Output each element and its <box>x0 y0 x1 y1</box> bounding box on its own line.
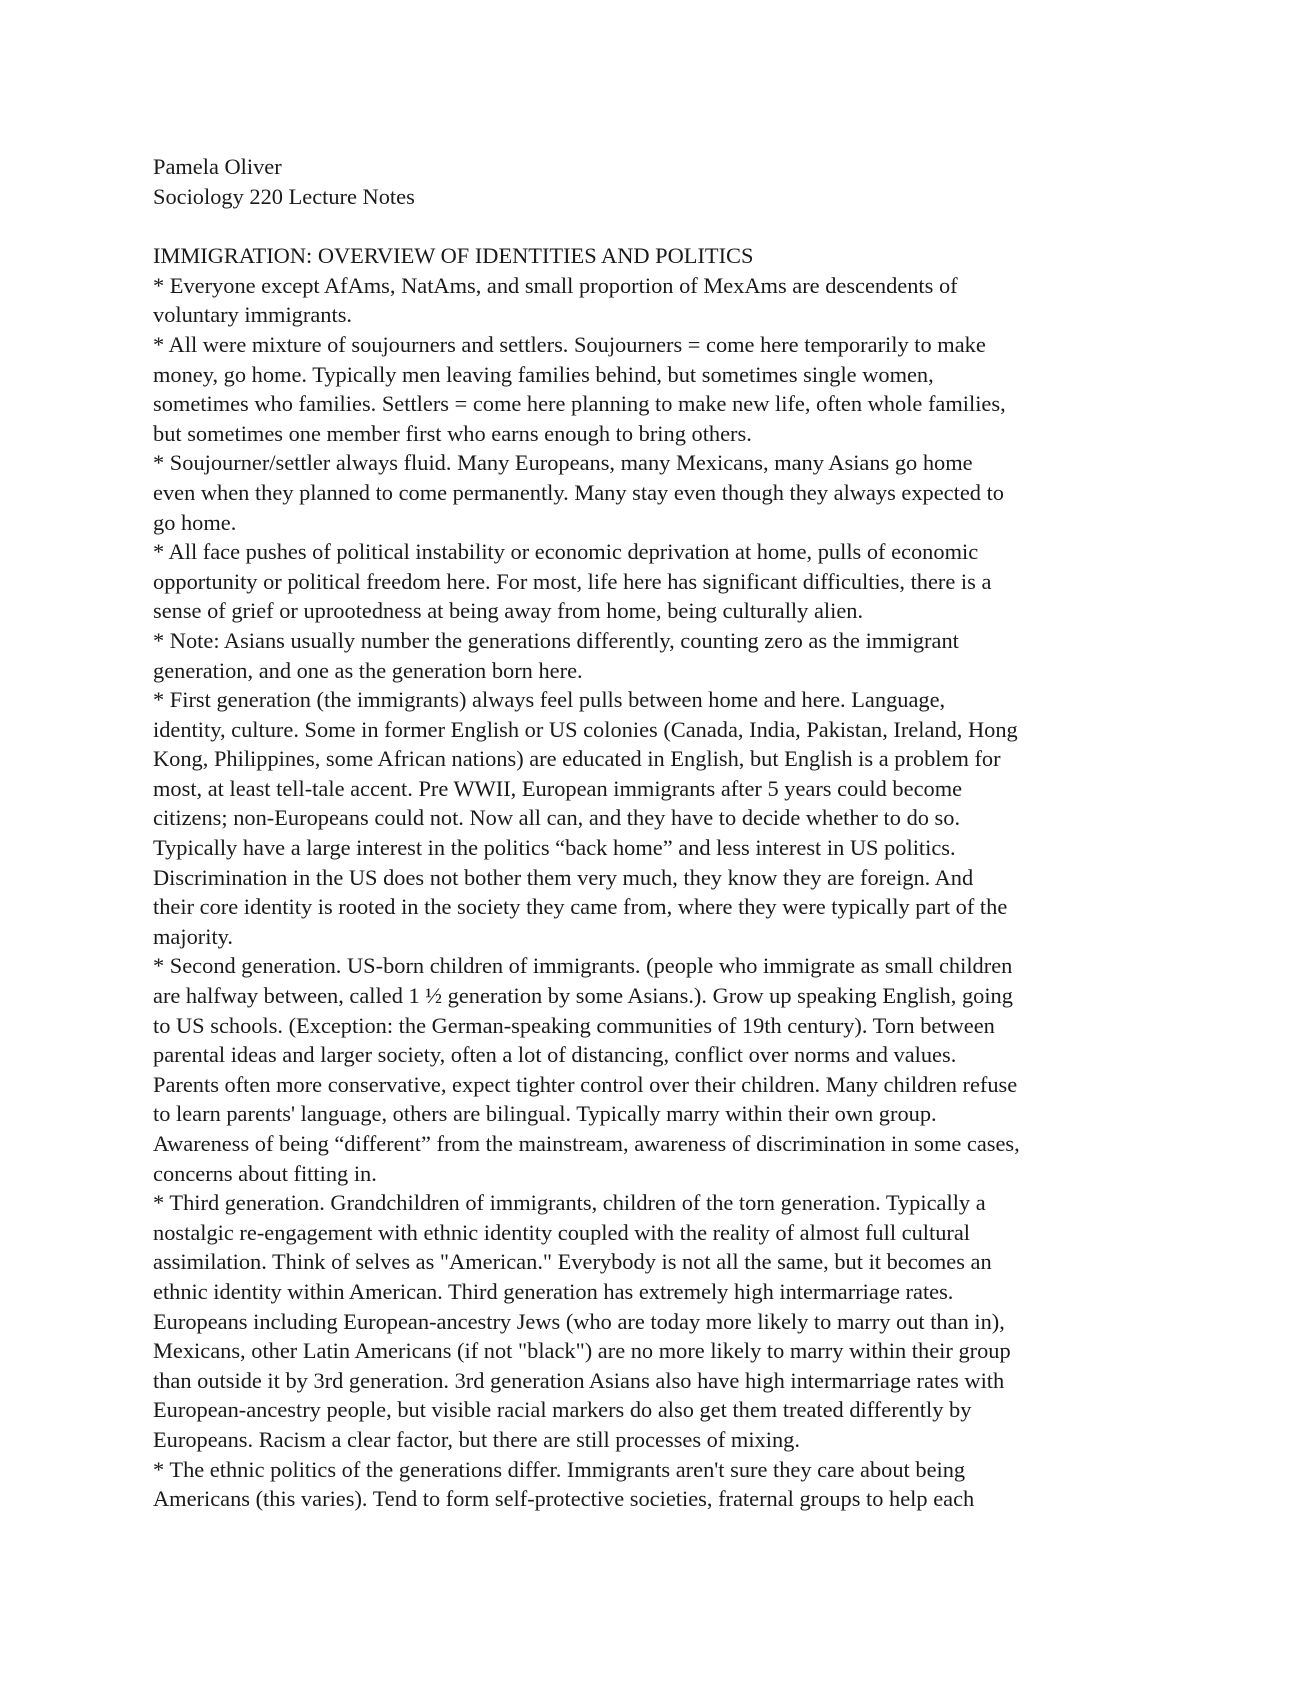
text-line: generation, and one as the generation born here. <box>153 657 583 683</box>
text-line: assimilation. Think of selves as "American." Everybody is not all the same, but it becomes an <box>153 1249 992 1275</box>
text-line: Americans (this varies). Tend to form self-protective societies, fraternal groups to help each <box>153 1486 975 1512</box>
text-line: to US schools. (Exception: the German-speaking communities of 19th century). Torn between <box>153 1012 995 1038</box>
text-line: than outside it by 3rd generation. 3rd generation Asians also have high intermarriage rates with <box>153 1367 1005 1393</box>
text-line: * First generation (the immigrants) always feel pulls between home and here. Language, <box>153 687 946 713</box>
text-line: * The ethnic politics of the generations differ. Immigrants aren't sure they care about being <box>153 1456 966 1482</box>
text-line: concerns about fitting in. <box>153 1160 377 1186</box>
course-title: Sociology 220 Lecture Notes <box>153 183 415 209</box>
text-line: go home. <box>153 509 237 535</box>
note-paragraph <box>153 537 1153 626</box>
text-line: parental ideas and larger society, often a lot of distancing, conflict over norms and values. <box>153 1042 957 1068</box>
text-line: Discrimination in the US does not bother them very much, they know they are foreign. And <box>153 864 974 890</box>
text-line: money, go home. Typically men leaving families behind, but sometimes single women, <box>153 361 934 387</box>
text-line: * All were mixture of soujourners and settlers. Soujourners = come here temporarily to make <box>153 331 986 357</box>
notes-body <box>153 271 1153 1514</box>
text-line: but sometimes one member first who earns enough to bring others. <box>153 420 752 446</box>
note-paragraph <box>153 951 1153 1188</box>
text-line: sometimes who families. Settlers = come here planning to make new life, often whole families, <box>153 391 1006 417</box>
text-line: opportunity or political freedom here. For most, life here has significant difficulties, there is a <box>153 568 992 594</box>
text-line: Kong, Philippines, some African nations) are educated in English, but English is a problem for <box>153 746 1001 772</box>
text-line: nostalgic re-engagement with ethnic identity coupled with the reality of almost full cultural <box>153 1219 971 1245</box>
note-paragraph <box>153 1188 1153 1454</box>
note-paragraph <box>153 448 1153 537</box>
note-paragraph <box>153 330 1153 448</box>
text-line: identity, culture. Some in former English or US colonies (Canada, India, Pakistan, Ireland, Hong <box>153 716 1018 742</box>
text-line: citizens; non-Europeans could not. Now all can, and they have to decide whether to do so. <box>153 805 961 831</box>
text-line: Awareness of being “different” from the mainstream, awareness of discrimination in some cases, <box>153 1131 1020 1156</box>
text-line: majority. <box>153 923 234 949</box>
text-line: * Third generation. Grandchildren of immigrants, children of the torn generation. Typically a <box>153 1190 986 1216</box>
text-line: are halfway between, called 1 ½ generation by some Asians.). Grow up speaking English, going <box>153 983 1013 1009</box>
section-title: IMMIGRATION: OVERVIEW OF IDENTITIES AND POLITICS <box>153 243 754 269</box>
text-line: most, at least tell-tale accent. Pre WWII, European immigrants after 5 years could become <box>153 775 963 801</box>
text-line: to learn parents' language, others are bilingual. Typically marry within their own group. <box>153 1101 937 1127</box>
author-name: Pamela Oliver <box>153 154 282 179</box>
text-line: even when they planned to come permanently. Many stay even though they always expected to <box>153 479 1004 505</box>
text-line: voluntary immigrants. <box>153 302 353 328</box>
note-paragraph <box>153 1455 1153 1514</box>
text-line: Mexicans, other Latin Americans (if not "black") are no more likely to marry within their group <box>153 1338 1011 1364</box>
text-line: Europeans including European-ancestry Jews (who are today more likely to marry out than in), <box>153 1308 1005 1334</box>
text-line: * Everyone except AfAms, NatAms, and small proportion of MexAms are descendents of <box>153 272 958 298</box>
note-paragraph <box>153 685 1153 951</box>
note-paragraph <box>153 626 1153 685</box>
text-line: their core identity is rooted in the society they came from, where they were typically part of the <box>153 894 1008 920</box>
note-paragraph <box>153 271 1153 330</box>
lecture-notes <box>153 152 1153 1514</box>
text-line: sense of grief or uprootedness at being away from home, being culturally alien. <box>153 598 864 624</box>
text-line: Europeans. Racism a clear factor, but there are still processes of mixing. <box>153 1426 800 1452</box>
text-line: * Soujourner/settler always fluid. Many Europeans, many Mexicans, many Asians go home <box>153 450 973 476</box>
text-line: * Second generation. US-born children of immigrants. (people who immigrate as small children <box>153 953 1013 979</box>
text-line: Typically have a large interest in the politics “back home” and less interest in US politics. <box>153 835 956 861</box>
text-line: Parents often more conservative, expect tighter control over their children. Many children refuse <box>153 1071 1018 1097</box>
text-line: European-ancestry people, but visible racial markers do also get them treated differently by <box>153 1397 972 1423</box>
text-line: * All face pushes of political instability or economic deprivation at home, pulls of economic <box>153 539 979 565</box>
text-line: ethnic identity within American. Third generation has extremely high intermarriage rates. <box>153 1278 954 1304</box>
text-line: * Note: Asians usually number the generations differently, counting zero as the immigrant <box>153 627 959 653</box>
